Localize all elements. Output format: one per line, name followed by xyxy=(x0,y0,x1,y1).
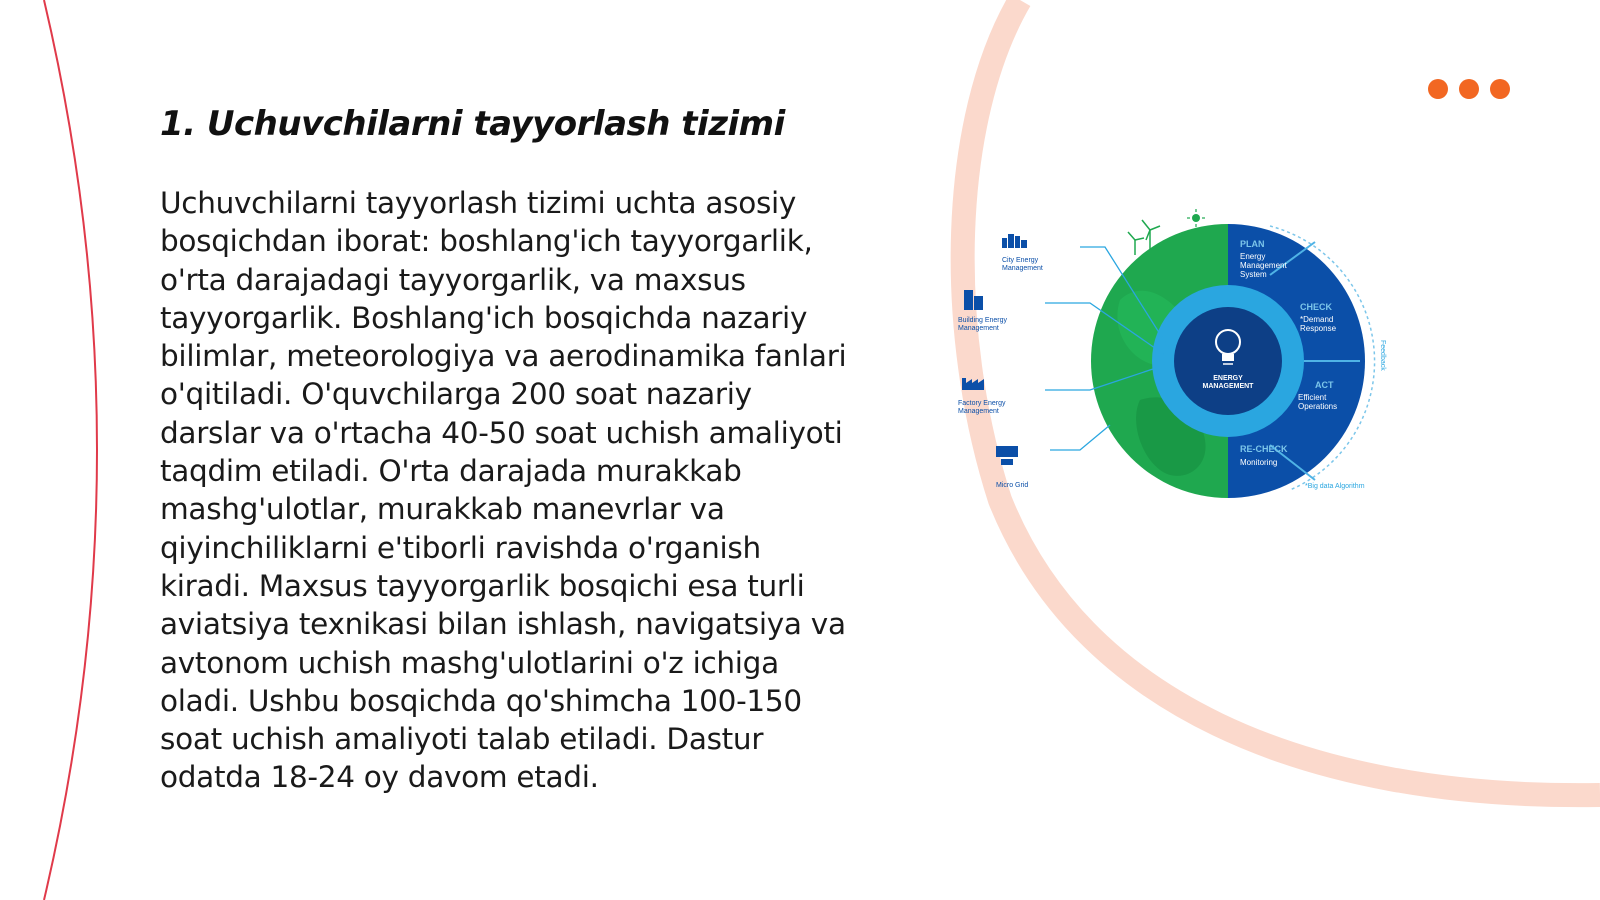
quadrant-check-line: *Demand xyxy=(1300,315,1334,324)
slide-body-text: Uchuvchilarni tayyorlash tizimi uchta asosiy bosqichdan iborat: boshlang'ich tayyorgarlik, o'rta darajadagi tayyorgarlik, va maxsus tayyorgarlik. Boshlang'ich bosqichda nazariy bilimlar, meteorologiya va aerodinamika fanlari o'qitiladi. O'quvchilarga 200 soat nazariy darslar va o'rtacha 40-50 soat uchish amaliyoti taqdim etiladi. O'rta darajada murakkab mashg'ulotlar, murakkab manevrlar va qiyinchiliklarni e'tiborli ravishda o'rganish kiradi. Maxsus tayyorgarlik bosqichi esa turli aviatsiya texnikasi bilan ishlash, navigatsiya va avtonom uchish mashg'ulotlarini o'z ichiga oladi. Ushbu bosqichda qo'shimcha 100-150 soat uchish amaliyoti talab etiladi. Dastur odatda 18-24 oy davom etadi. xyxy=(160,186,847,795)
left-item-label: Micro Grid xyxy=(996,482,1029,489)
quadrant-recheck-header: RE-CHECK xyxy=(1240,444,1288,454)
solar-panel-icon xyxy=(996,446,1018,465)
quadrant-check-line: Response xyxy=(1300,324,1337,333)
quadrant-plan-header: PLAN xyxy=(1240,239,1265,249)
left-item-label: Management xyxy=(958,325,999,332)
center-label-line2: MANAGEMENT xyxy=(1202,383,1254,390)
left-item-label: Management xyxy=(1002,265,1043,272)
quadrant-plan-line: Energy xyxy=(1240,252,1266,261)
dot-icon xyxy=(1428,79,1448,99)
center-label-line1: ENERGY xyxy=(1213,375,1243,382)
left-item-label: City Energy xyxy=(1002,257,1039,264)
quadrant-plan-line: System xyxy=(1240,270,1267,279)
dot-icon xyxy=(1459,79,1479,99)
left-item-label: Building Energy xyxy=(958,317,1008,324)
left-curve-line xyxy=(44,0,97,900)
slide-title: 1. Uchuvchilarni tayyorlash tizimi xyxy=(160,104,785,144)
left-item-label: Factory Energy xyxy=(958,400,1006,407)
quadrant-act-line: Operations xyxy=(1298,402,1338,411)
city-buildings-icon xyxy=(1002,234,1027,248)
feedback-label: Feedback xyxy=(1379,340,1386,371)
office-building-icon xyxy=(964,290,983,310)
quadrant-plan-line: Management xyxy=(1240,261,1287,270)
quadrant-recheck-line: Monitoring xyxy=(1240,458,1278,467)
dot-icon xyxy=(1490,79,1510,99)
left-item-label: Management xyxy=(958,408,999,415)
footnote: *Big data Algorithm xyxy=(1305,483,1365,490)
quadrant-act-line: Efficient xyxy=(1298,393,1327,402)
energy-management-infographic xyxy=(958,200,1430,510)
decorative-dots xyxy=(1428,79,1510,99)
factory-icon xyxy=(962,378,984,390)
sun-icon xyxy=(1187,209,1205,227)
quadrant-act-header: ACT xyxy=(1315,380,1334,390)
quadrant-check-header: CHECK xyxy=(1300,302,1333,312)
